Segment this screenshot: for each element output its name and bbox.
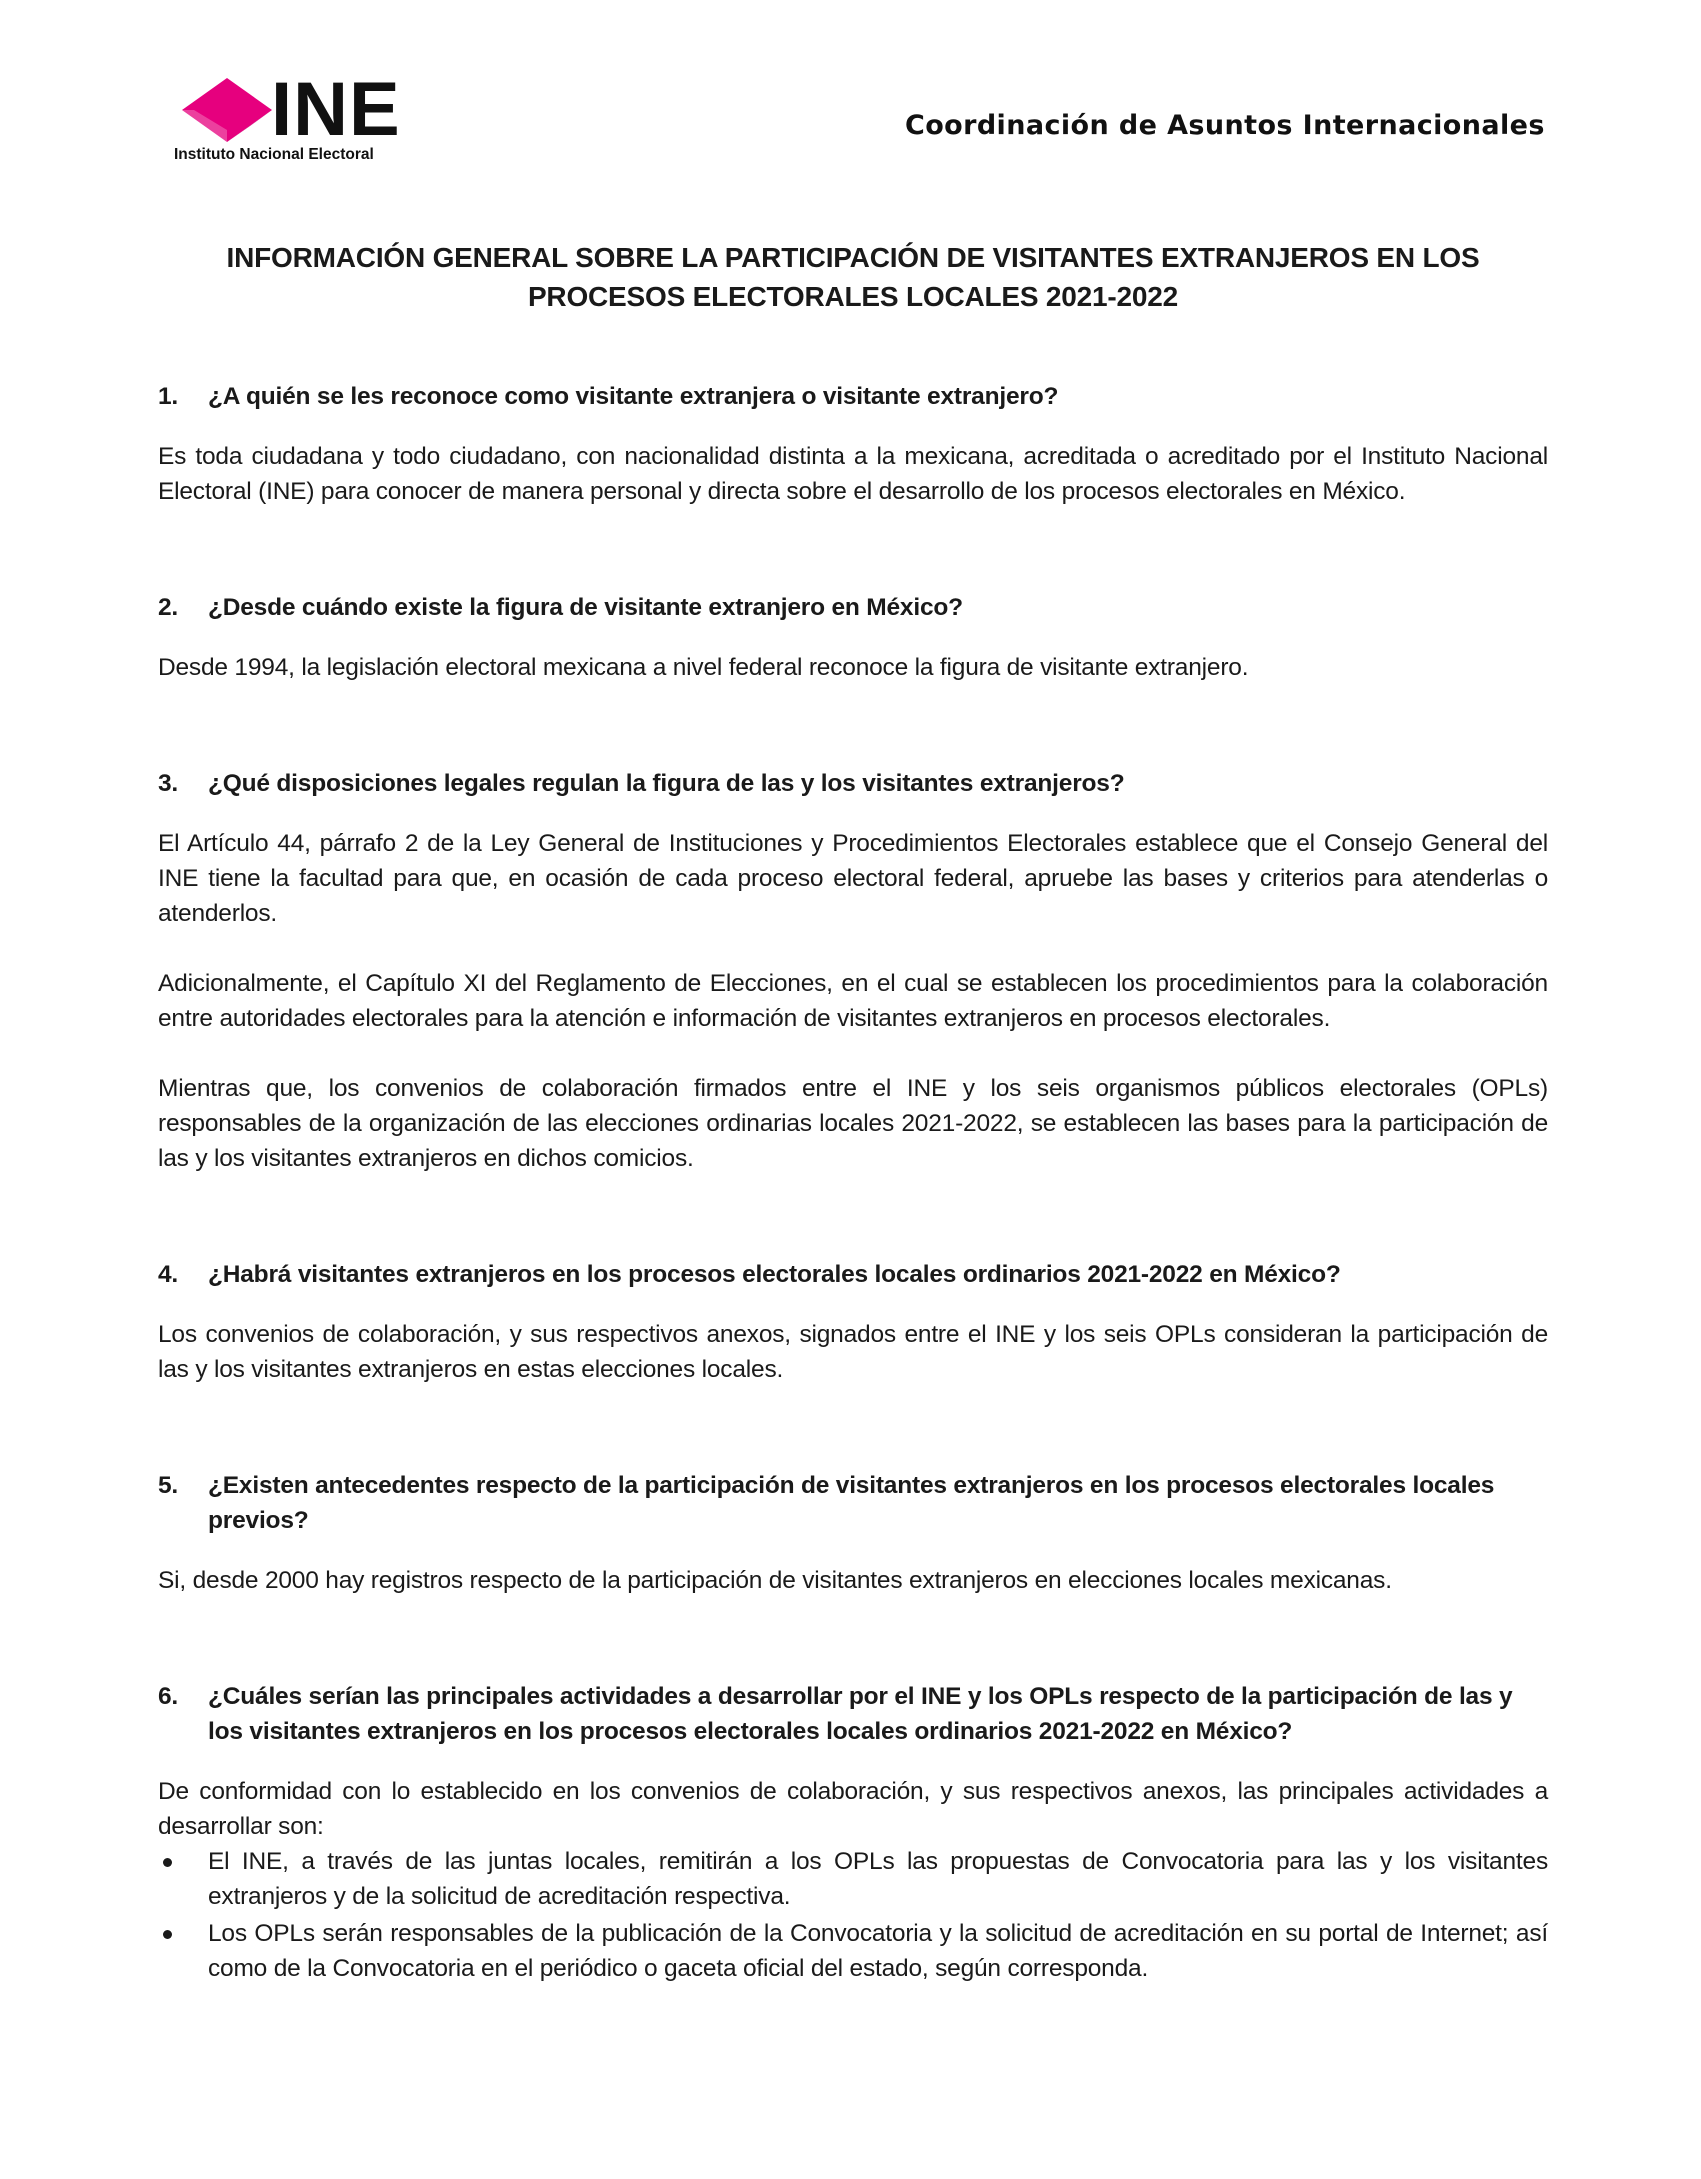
list-item-text: El INE, a través de las juntas locales, remitirán a los OPLs las propuestas de Convocatoria para las y los visitantes extranjeros y de la solicitud de acreditación respectiva. — [208, 1848, 1548, 1910]
question-number: 4. — [158, 1261, 179, 1288]
question-text: ¿A quién se les reconoce como visitante extranjera o visitante extranjero? — [208, 383, 1059, 410]
page-header — [0, 0, 1701, 200]
question-text: ¿Desde cuándo existe la figura de visitante extranjero en México? — [208, 594, 963, 621]
question-text: ¿Cuáles serían las principales actividades a desarrollar por el INE y los OPLs respecto de la participación de las y los visitantes extranjeros en los procesos electorales locales ordinarios 2021-2022 en México? — [208, 1683, 1513, 1745]
question-number: 3. — [158, 770, 179, 797]
list-item-text: Los OPLs serán responsables de la publicación de la Convocatoria y la solicitud de acreditación en su portal de Internet; así como de la Convocatoria en el periódico o gaceta oficial del estado, según corresponda. — [208, 1920, 1548, 1982]
activity-list — [158, 1844, 1548, 1986]
question-heading — [158, 1468, 1548, 1538]
question-heading — [158, 379, 1548, 414]
answer-paragraph: Mientras que, los convenios de colaboración firmados entre el INE y los seis organismos públicos electorales (OPLs) responsables de la organización de las elecciones ordinarias locales 2021-2022, se establecen las bases para la participación de las y los visitantes extranjeros en dichos comicios. — [158, 1075, 1548, 1172]
question-heading — [158, 590, 1548, 625]
logo-subtitle: Instituto Nacional Electoral — [174, 146, 374, 163]
bullet-icon — [163, 1930, 172, 1939]
answer-paragraph: Desde 1994, la legislación electoral mexicana a nivel federal reconoce la figura de visitante extranjero. — [158, 654, 1249, 681]
document-body — [158, 238, 1548, 1988]
answer-paragraph: De conformidad con lo establecido en los convenios de colaboración, y sus respectivos anexos, las principales actividades a desarrollar son: — [158, 1778, 1548, 1840]
question-heading — [158, 1679, 1548, 1749]
question-text: ¿Habrá visitantes extranjeros en los procesos electorales locales ordinarios 2021-2022 en México? — [208, 1261, 1341, 1288]
question-text: ¿Existen antecedentes respecto de la participación de visitantes extranjeros en los procesos electorales locales previos? — [208, 1472, 1495, 1534]
question-number: 6. — [158, 1683, 179, 1710]
title-line: PROCESOS ELECTORALES LOCALES 2021-2022 — [527, 281, 1179, 312]
ine-logo-icon — [180, 78, 274, 142]
logo-text: INE — [271, 67, 401, 152]
title-line: INFORMACIÓN GENERAL SOBRE LA PARTICIPACIÓN DE VISITANTES EXTRANJEROS EN LOS — [226, 242, 1480, 273]
list-item — [158, 1916, 1548, 1986]
question-number: 1. — [158, 383, 179, 410]
answer-paragraph: Es toda ciudadana y todo ciudadano, con nacionalidad distinta a la mexicana, acreditada o acreditado por el Instituto Nacional Electoral (INE) para conocer de manera personal y directa sobre el desarrollo de los procesos electorales en México. — [158, 443, 1548, 505]
ine-logo — [168, 67, 448, 170]
list-item — [158, 1844, 1548, 1914]
question-text: ¿Qué disposiciones legales regulan la figura de las y los visitantes extranjeros? — [208, 770, 1125, 797]
answer-paragraph: El Artículo 44, párrafo 2 de la Ley General de Instituciones y Procedimientos Electorales establece que el Consejo General del INE tiene la facultad para que, en ocasión de cada proceso electoral federal, apruebe las bases y criterios para atenderlas o atenderlos. — [158, 830, 1548, 927]
department-name: Coordinación de Asuntos Internacionales — [905, 110, 1545, 141]
question-heading — [158, 766, 1548, 801]
answer-paragraph: Los convenios de colaboración, y sus respectivos anexos, signados entre el INE y los seis OPLs consideran la participación de las y los visitantes extranjeros en estas elecciones locales. — [158, 1321, 1548, 1383]
answer-paragraph: Si, desde 2000 hay registros respecto de la participación de visitantes extranjeros en elecciones locales mexicanas. — [158, 1567, 1392, 1594]
answer-paragraph: Adicionalmente, el Capítulo XI del Reglamento de Elecciones, en el cual se establecen los procedimientos para la colaboración entre autoridades electorales para la atención e información de visitantes extranjeros en procesos electorales. — [158, 970, 1548, 1032]
bullet-icon — [163, 1858, 172, 1867]
question-number: 5. — [158, 1472, 179, 1499]
document-title — [158, 238, 1548, 316]
question-heading — [158, 1257, 1548, 1292]
question-number: 2. — [158, 594, 179, 621]
